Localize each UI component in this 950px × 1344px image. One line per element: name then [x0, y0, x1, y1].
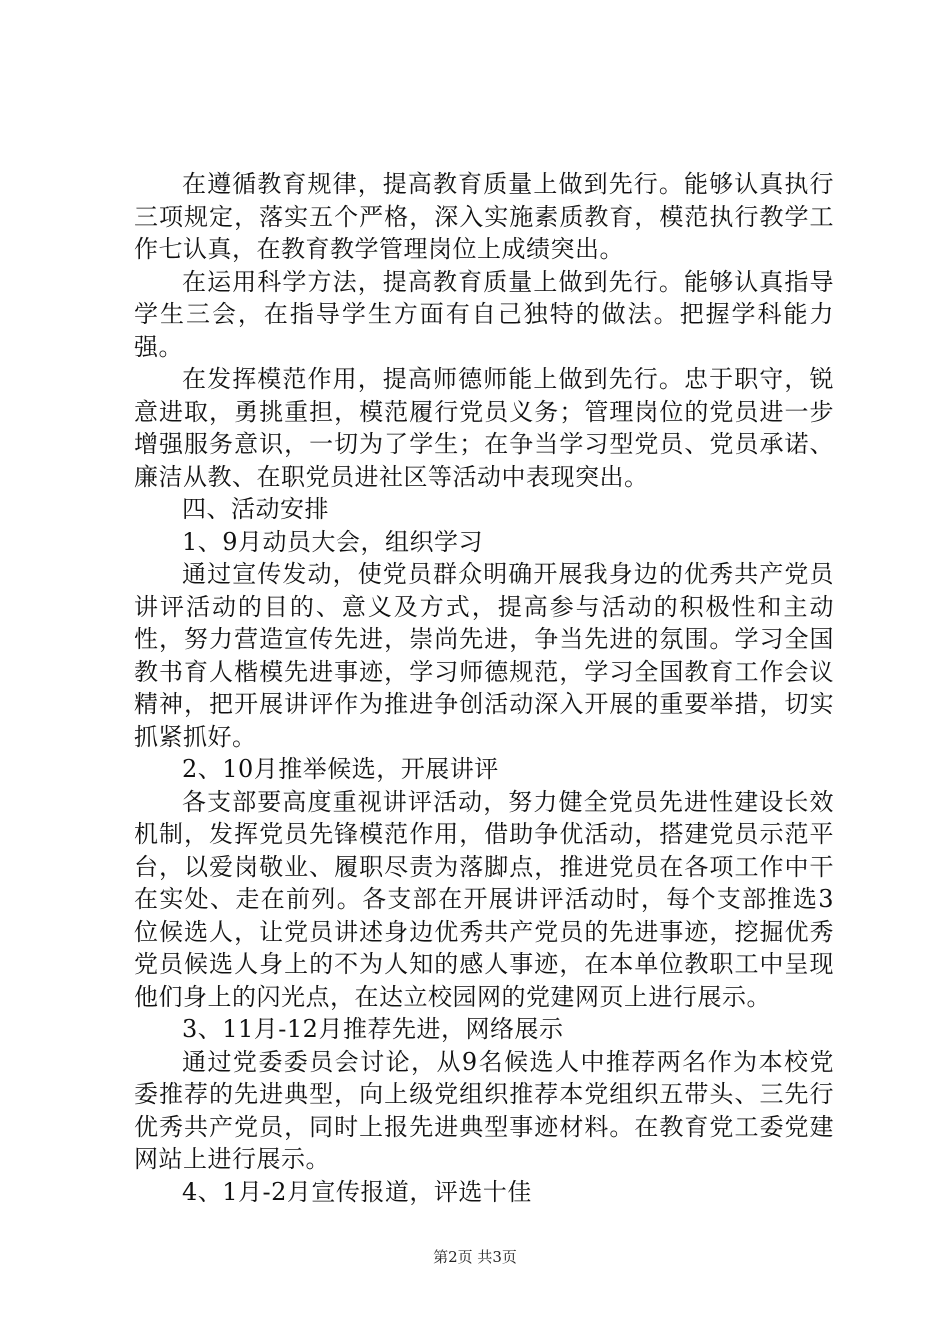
- subsection-heading: 4、1月-2月宣传报道，评选十佳: [182, 1177, 532, 1206]
- section-heading: 四、活动安排: [182, 495, 329, 523]
- paragraph: 各支部要高度重视讲评活动，努力健全党员先进性建设长效机制，发挥党员先锋模范作用，借助争优活动，搭建党员示范平台，以爱岗敬业、履职尽责为落脚点，推进党员在各项工作中干在实处、走在前列。各支部在开展讲评活动时，每个支部推选3位候选人，让党员讲述身边优秀共产党员的先进事迹，挖掘优秀党员候选人身上的不为人知的感人事迹，在本单位教职工中呈现他们身上的闪光点，在达立校园网的党建网页上进行展示。: [134, 787, 834, 1011]
- paragraph: 在发挥模范作用，提高师德师能上做到先行。忠于职守，锐意进取，勇挑重担，模范履行党员义务；管理岗位的党员进一步增强服务意识，一切为了学生；在争当学习型党员、党员承诺、廉洁从教、在职党员进社区等活动中表现突出。: [134, 365, 834, 491]
- paragraph: 在运用科学方法，提高教育质量上做到先行。能够认真指导学生三会，在指导学生方面有自己独特的做法。把握学科能力强。: [134, 267, 834, 361]
- paragraph: 在遵循教育规律，提高教育质量上做到先行。能够认真执行三项规定，落实五个严格，深入实施素质教育，模范执行教学工作七认真，在教育教学管理岗位上成绩突出。: [134, 170, 834, 263]
- paragraph: 通过党委委员会讨论，从9名候选人中推荐两名作为本校党委推荐的先进典型，向上级党组织推荐本党组织五带头、三先行优秀共产党员，同时上报先进典型事迹材料。在教育党工委党建网站上进行展示。: [134, 1047, 834, 1173]
- subsection-heading: 3、11月-12月推荐先进，网络展示: [182, 1015, 564, 1043]
- subsection-heading: 2、10月推举候选，开展讲评: [182, 755, 499, 783]
- document-body: [134, 168, 834, 1208]
- subsection-heading: 1、9月动员大会，组织学习: [182, 527, 484, 556]
- paragraph: 通过宣传发动，使党员群众明确开展我身边的优秀共产党员讲评活动的目的、意义及方式，提高参与活动的积极性和主动性，努力营造宣传先进，崇尚先进，争当先进的氛围。学习全国教书育人楷模先进事迹，学习师德规范，学习全国教育工作会议精神，把开展讲评作为推进争创活动深入开展的重要举措，切实抓紧抓好。: [134, 560, 834, 751]
- page-footer: 第2页 共3页: [433, 1248, 517, 1266]
